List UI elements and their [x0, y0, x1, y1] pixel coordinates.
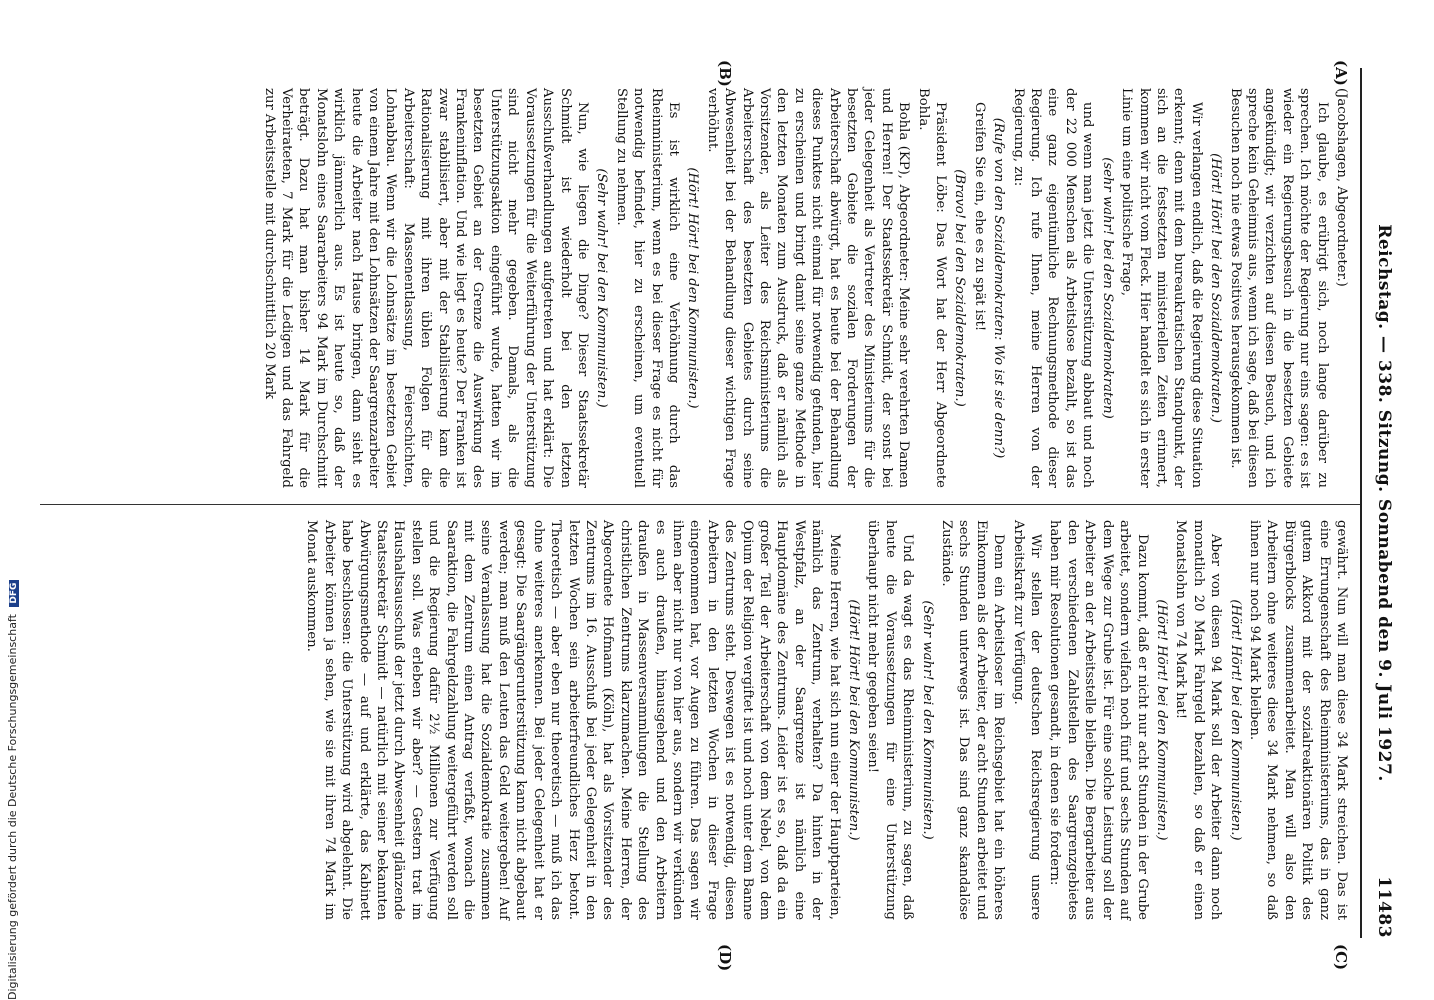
paragraph: Wir verlangen endlich, daß die Regierung diese Situation erkennt; denn mit dem bureaukratischen Standpunkt, der sich an die festsetzten ministeriellen Zeiten erinnert, kommen wir nicht vom Fleck. Hier handelt es sich in erster Linie um eine politische Frage,: [1119, 88, 1204, 488]
header-title: Reichstag. — 338. Sitzung. Sonnabend den 9. Juli 1927.: [1374, 224, 1394, 782]
digitization-credit: [6, 580, 19, 1000]
paragraph: Es ist wirklich eine Verhöhnung durch das Rheinministerium, wenn es bei dieser Frage es nicht für notwendig befindet, hier zu erscheinen, um eventuell Stellung zu nehmen.: [613, 88, 681, 488]
margin-marker-c: (C): [1332, 944, 1350, 971]
paragraph: (Hört! Hört! bei den Kommunisten.): [1153, 599, 1169, 841]
paragraph: Greifen Sie ein, ehe es zu spät ist!: [971, 102, 987, 332]
page-number: 11483: [1374, 876, 1394, 938]
paragraph: Präsident Löbe: Das Wort hat der Herr Abgeordnete Bohla.: [915, 88, 949, 488]
paragraph: Dazu kommt, daß er nicht nur acht Stunden in der Grube arbeitet, sondern vielfach noch fünf und sechs Stunden auf dem Wege zur Grube ist. Für eine solche Leistung soll der Arbeiter an der Arbeitsstelle bleiben. Die Bergarbeiter aus den verschiedenen Zahlstellen des Saargrenzgebietes haben mir Resolutionen gesandt, in denen sie fordern:: [1047, 520, 1150, 920]
paragraph: Denn ein Arbeitsloser im Reichsgebiet hat ein höheres Einkommen als der Arbeiter, der acht Stunden arbeitet und sechs Stunden unterwegs ist. Das sind ganz skandalöse Zustände.: [939, 520, 1007, 920]
paragraph: (Sehr wahr! bei den Kommunisten.): [594, 168, 610, 408]
column-divider: [40, 504, 1360, 505]
margin-marker-b: (B): [716, 60, 734, 87]
margin-marker-d: (D): [716, 944, 734, 972]
paragraph: (Hört! Hört! bei den Sozialdemokraten.): [1208, 153, 1224, 423]
paragraph: (Bravo! bei den Sozialdemokraten.): [952, 169, 968, 407]
paragraph: (Jacobshagen, Abgeordneter.): [1334, 88, 1349, 287]
paragraph: (Hört! Hört! bei den Kommunisten.): [685, 167, 701, 409]
dfg-logo: DFG: [9, 580, 19, 607]
right-column: [301, 520, 1350, 920]
paragraph: (Rufe von den Sozialdemokraten: Wo ist sie denn?): [991, 117, 1007, 459]
credit-text: Digitalisierung gefördert durch die Deutsche Forschungsgemeinschaft: [6, 614, 19, 1000]
paragraph: Aber von diesen 94 Mark soll der Arbeiter dann noch monatlich 20 Mark Fahrgeld bezahlen, so daß er einen Monatslohn von 74 Mark hat!: [1173, 520, 1224, 920]
paragraph: Und da wagt es das Rheinministerium, zu sagen, daß heute die Voraussetzungen für eine Unterstützung überhaupt nicht mehr gegeben seien!: [865, 520, 916, 920]
page-header: [1368, 68, 1394, 938]
paragraph: (Sehr wahr! bei den Kommunisten.): [919, 600, 935, 840]
margin-marker-a: (A): [1332, 60, 1350, 86]
paragraph: Nun, wie liegen die Dinge? Dieser Staatssekretär Schmidt ist wiederholt bei den letzten Ausschußverhandlungen aufgetreten und hat erklärt: Die Voraussetzungen für die Weiterführung der Unterstützung sind nicht mehr gegeben. Damals, als die Unterstützungsaktion eingeführt wurde, hatten wir im besetzten Gebiet an der Grenze die Auswirkung des Frankeninflation. Und wie liegt es heute? Der Franken ist zwar stabilisiert, aber mit der Stabilisierung kam die Rationalisierung mit ihren üblen Folgen für die Arbeiterschaft: Massenentlassung, Feierschichten, Lohnabbau. Wenn wir die Lohnsätze im besetzten Gebiet von einem Jahre mit den Lohnsätzen der Saargrenzarbeiter heute die Arbeiter nach Hause bringen, dann sieht es wirklich jämmerlich aus. Es ist heute so, daß der Monatslohn eines Saararbeiters 94 Mark im Durchschnitt beträgt. Dazu hat man bisher 14 Mark für die Verheirateten, 7 Mark für die Ledigen und das Fahrgeld zur Arbeitsstelle mit durchschnittlich 20 Mark: [261, 88, 590, 488]
left-column: [258, 88, 1350, 488]
paragraph: (sehr wahr! bei den Sozialdemokraten): [1099, 157, 1115, 419]
paragraph: Ich glaube, es erübrigt sich, noch lange darüber zu sprechen. Ich möchte der Regierung nur eins sagen: es ist wieder ein Regierungsbesuch in die besetzten Gebiete angekündigt; wir verzichten auf diesen Besuch, und ich spreche kein Geheimnis aus, wenn ich sage, daß bei diesen Besuchen noch nie etwas Positives herausgekommen ist.: [1227, 88, 1330, 488]
header-rule: [1360, 68, 1362, 938]
paragraph: gewährt. Nun will man diese 34 Mark streichen. Das ist eine Errungenschaft des Rheinministeriums, das in ganz gutem Akkord mit der sozialreaktionären Politik des Bürgerblocks zusammenarbeitet. Man will also den Arbeitern ohne weiteres diese 34 Mark nehmen, so daß ihnen nur noch 94 Mark bleiben.: [1246, 520, 1349, 920]
paragraph: Wir stellen der deutschen Reichsregierung unsere Arbeitskraft zur Verfügung.: [1010, 520, 1044, 920]
paragraph: (Hört! Hört! bei den Kommunisten.): [1227, 599, 1243, 841]
paragraph: und wenn man jetzt die Unterstützung abbaut und noch der 22 000 Menschen als Arbeitslose bezahlt, so ist das eine ganz eigentümliche Rechnungsmethode dieser Regierung. Ich rufe Ihnen, meine Herren von der Regierung, zu:: [1010, 88, 1096, 488]
paragraph: Meine Herren, wie hat sich nun einer der Hauptparteien, nämlich das Zentrum, verhalten? Da hinten in der Westpfalz, an der Saargrenze ist nämlich eine Hauptdomäne des Zentrums. Leider ist es so, daß da ein großer Teil der Arbeiterschaft von dem Nebel, von dem Opium der Religion vergiftet ist und noch unter dem Banne des Zentrums steht. Deswegen ist es notwendig, diesen Arbeitern in den letzten Wochen in dieser Frage eingenommen hat, vor Augen zu führen. Das sagen wir ihnen aber nicht nur von hier aus, sondern wir verkünden es auch draußen, hinausgehend und den Arbeitern draußen in Massenversammlungen die Stellung des christlichen Zentrums klarzumachen. Meine Herren, der Abgeordnete Hofmann (Köln), hat als Vorsitzender des Zentrums im 16. Ausschuß bei jeder Gelegenheit in den letzten Wochen sein arbeiterfreundliches Herz betont. Theoretisch — aber eben nur theoretisch — muß ich das ohne weiteres anerkennen. Bei jeder Gelegenheit hat er gesagt: Die Saargängerunterstützung kann nicht abgebaut werden; man muß den Leuten das Geld weitergeben! Auf seine Veranlassung hat die Sozialdemokratie zusammen mit dem Zentrum einen Antrag verfaßt, wonach die Saaraktion, die Fahrgeldzahlung weitergeführt werden soll und die Regierung dafür 2½ Millionen zur Verfügung stellen soll. Was erleben wir aber? — Gestern trat im Haushaltsausschuß der jetzt durch Abwesenheit glänzende Staatssekretär Schmidt — natürlich mit seiner bekannten Abwürgungsmethode — auf und erklärte, das Kabinett habe beschlossen: die Unterstützung wird abgelehnt. Die Arbeiter können ja sehen, wie sie mit ihren 74 Mark im Monat auskommen.: [304, 520, 842, 920]
paragraph: Bohla (KP), Abgeordneter: Meine sehr verehrten Damen und Herren! Der Staatssekretär Schmidt, der sonst bei jeder Gelegenheit als Vertreter des Ministeriums für die besetzten Gebiete die sozialen Forderungen der Arbeiterschaft abwürgt, hat es heute bei der Behandlung dieses Punktes nicht einmal für notwendig gefunden, hier zu erscheinen und bringt damit seine ganze Methode in den letzten Monaten zum Ausdruck, daß er nämlich als Vorsitzender, als Leiter des Reichsministeriums die Arbeiterschaft des besetzten Gebietes durch seine Abwesenheit bei der Behandlung dieser wichtigen Frage verhöhnt.: [704, 88, 912, 488]
paragraph: (Hört! Hört! bei den Kommunisten.): [846, 599, 862, 841]
